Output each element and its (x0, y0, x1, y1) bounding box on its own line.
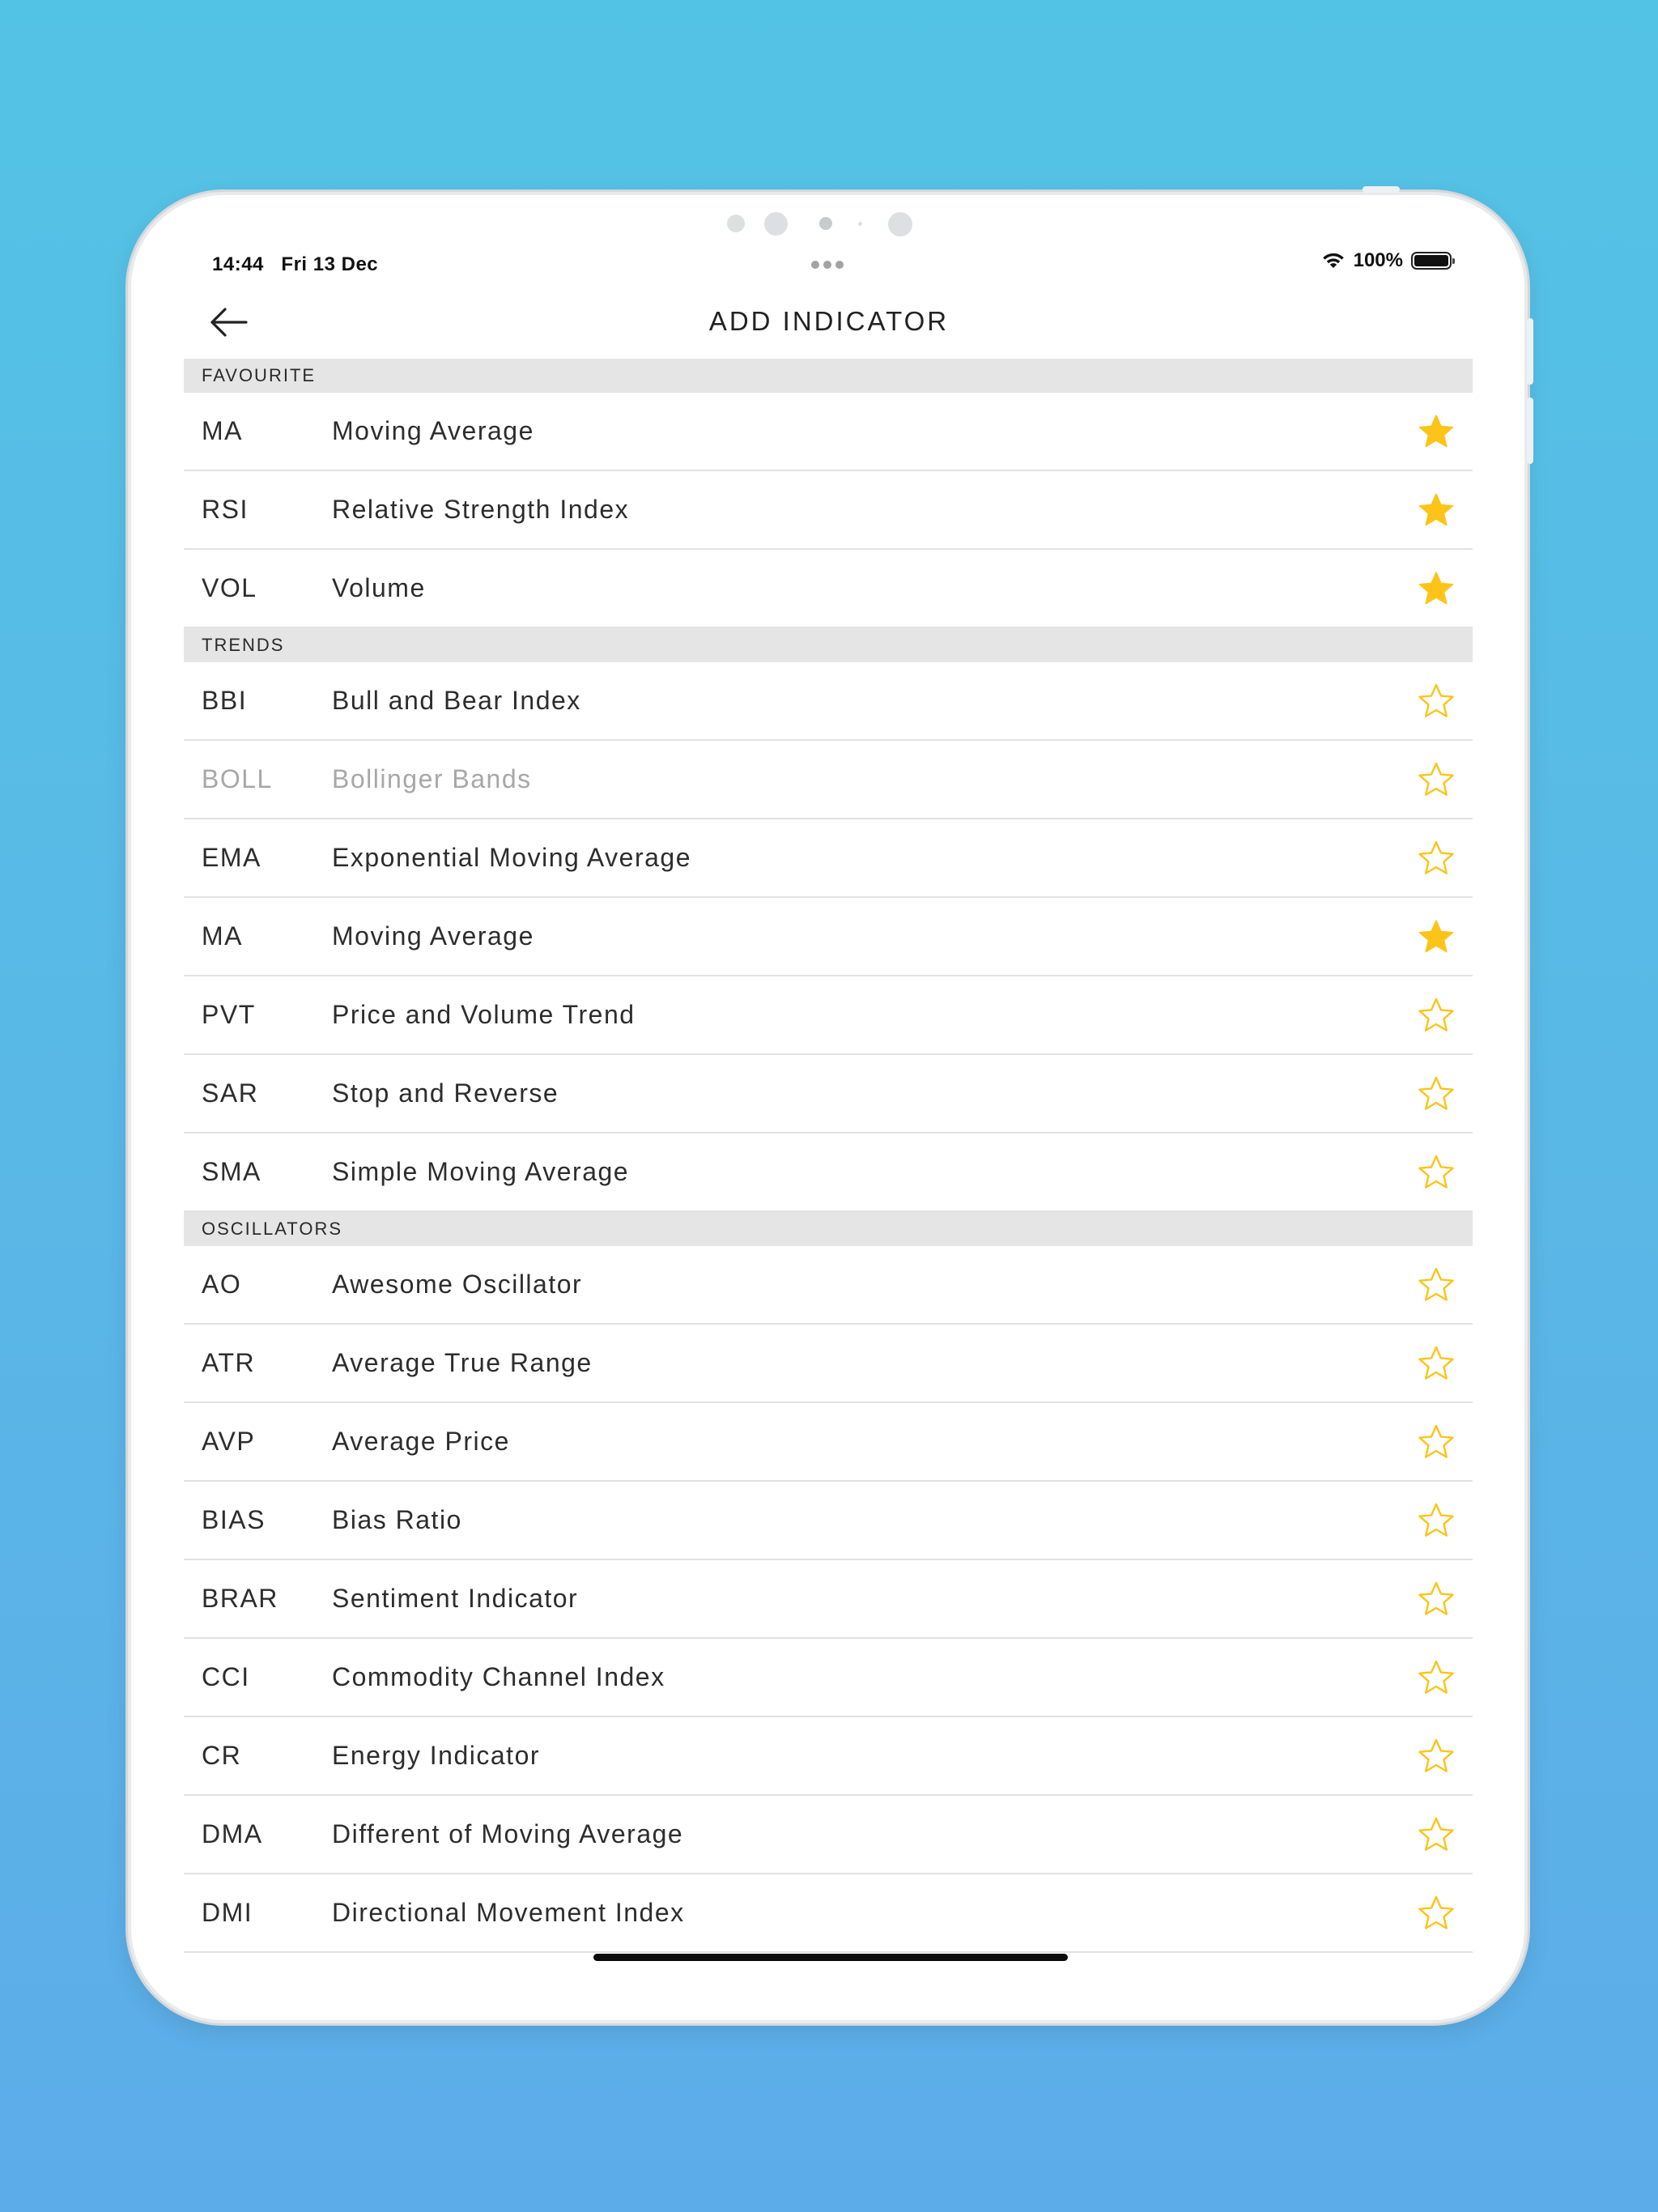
indicator-row-ema[interactable] (184, 819, 1473, 898)
indicator-name: Moving Average (332, 416, 534, 445)
section-header-oscillators: OSCILLATORS (184, 1212, 1473, 1246)
indicator-abbr: BOLL (202, 764, 273, 793)
sensor-dot (727, 215, 745, 232)
indicator-row-brar[interactable] (184, 1560, 1473, 1639)
indicator-name: Relative Strength Index (332, 495, 630, 524)
indicator-row-ma[interactable] (184, 898, 1473, 976)
star-filled-icon[interactable] (1418, 413, 1455, 450)
star-outline-icon[interactable] (1418, 1659, 1455, 1696)
indicator-abbr: RSI (202, 495, 249, 524)
indicator-row-atr[interactable] (184, 1325, 1473, 1403)
section-header-trends: TRENDS (184, 628, 1473, 662)
multitasking-dots-icon[interactable] (811, 261, 844, 269)
indicator-name: Different of Moving Average (332, 1819, 684, 1848)
page-title: ADD INDICATOR (708, 306, 950, 336)
indicator-row-bias[interactable] (184, 1482, 1473, 1560)
sensor-dot (888, 212, 912, 236)
sensor-dot (764, 212, 788, 236)
indicator-abbr: BRAR (202, 1584, 278, 1613)
star-outline-icon[interactable] (1418, 683, 1455, 720)
indicator-name: Commodity Channel Index (332, 1662, 665, 1691)
star-outline-icon[interactable] (1418, 1266, 1455, 1304)
sensor-dot (858, 222, 862, 226)
star-outline-icon[interactable] (1418, 840, 1455, 877)
star-outline-icon[interactable] (1418, 1895, 1455, 1932)
indicator-row-boll[interactable] (184, 741, 1473, 819)
indicator-abbr: BBI (202, 686, 248, 715)
indicator-list (184, 359, 1473, 1953)
star-filled-icon[interactable] (1418, 570, 1455, 607)
indicator-row-sar[interactable] (184, 1055, 1473, 1134)
indicator-abbr: BIAS (202, 1505, 266, 1534)
indicator-row-bbi[interactable] (184, 662, 1473, 741)
indicator-abbr: CR (202, 1741, 242, 1770)
indicator-name: Energy Indicator (332, 1741, 541, 1770)
indicator-row-dmi[interactable] (184, 1874, 1473, 1953)
indicator-abbr: VOL (202, 573, 257, 602)
star-outline-icon[interactable] (1418, 1345, 1455, 1382)
indicator-row-avp[interactable] (184, 1403, 1473, 1482)
indicator-name: Bollinger Bands (332, 764, 532, 793)
indicator-name: Sentiment Indicator (332, 1584, 579, 1613)
star-filled-icon[interactable] (1418, 918, 1455, 955)
indicator-abbr: EMA (202, 843, 261, 872)
status-date: Fri 13 Dec (281, 253, 379, 275)
star-outline-icon[interactable] (1418, 1816, 1455, 1853)
indicator-name: Average Price (332, 1427, 510, 1456)
indicator-name: Exponential Moving Average (332, 843, 692, 872)
star-filled-icon[interactable] (1418, 491, 1455, 529)
star-outline-icon[interactable] (1418, 1154, 1455, 1191)
indicator-row-rsi[interactable] (184, 471, 1473, 550)
indicator-name: Bull and Bear Index (332, 686, 581, 715)
battery-icon (1411, 252, 1452, 270)
indicator-name: Stop and Reverse (332, 1078, 559, 1108)
indicator-name: Moving Average (332, 921, 534, 951)
indicator-abbr: PVT (202, 1000, 256, 1029)
indicator-abbr: MA (202, 416, 243, 445)
indicator-abbr: AO (202, 1270, 242, 1299)
star-outline-icon[interactable] (1418, 1075, 1455, 1112)
indicator-row-cr[interactable] (184, 1717, 1473, 1796)
indicator-abbr: ATR (202, 1348, 256, 1377)
indicator-name: Price and Volume Trend (332, 1000, 636, 1029)
indicator-name: Directional Movement Index (332, 1898, 685, 1927)
star-outline-icon[interactable] (1418, 1502, 1455, 1539)
star-outline-icon[interactable] (1418, 1738, 1455, 1775)
home-indicator[interactable] (593, 1954, 1068, 1961)
status-time: 14:44 (212, 253, 264, 275)
indicator-row-ao[interactable] (184, 1246, 1473, 1325)
indicator-row-sma[interactable] (184, 1134, 1473, 1212)
indicator-abbr: AVP (202, 1427, 256, 1456)
wifi-icon (1321, 252, 1346, 270)
indicator-row-ma[interactable] (184, 393, 1473, 471)
indicator-name: Bias Ratio (332, 1505, 462, 1534)
battery-percent: 100% (1353, 249, 1403, 271)
indicator-abbr: CCI (202, 1662, 250, 1691)
indicator-row-pvt[interactable] (184, 976, 1473, 1055)
volume-down-button (1527, 398, 1533, 464)
status-indicators (1321, 249, 1452, 272)
top-button (1363, 186, 1400, 193)
star-outline-icon[interactable] (1418, 997, 1455, 1034)
camera-lens (819, 217, 832, 230)
indicator-abbr: SAR (202, 1078, 259, 1108)
indicator-name: Awesome Oscillator (332, 1270, 583, 1299)
indicator-name: Simple Moving Average (332, 1157, 630, 1186)
indicator-abbr: SMA (202, 1157, 261, 1186)
star-outline-icon[interactable] (1418, 1580, 1455, 1618)
indicator-row-vol[interactable] (184, 550, 1473, 628)
indicator-row-dma[interactable] (184, 1796, 1473, 1874)
indicator-abbr: DMI (202, 1898, 253, 1927)
status-time-date (212, 253, 378, 276)
indicator-abbr: MA (202, 921, 243, 951)
indicator-abbr: DMA (202, 1819, 263, 1848)
star-outline-icon[interactable] (1418, 761, 1455, 798)
indicator-row-cci[interactable] (184, 1639, 1473, 1717)
indicator-name: Average True Range (332, 1348, 593, 1377)
indicator-name: Volume (332, 573, 426, 602)
star-outline-icon[interactable] (1418, 1423, 1455, 1461)
section-header-favourite: FAVOURITE (184, 359, 1473, 393)
volume-up-button (1527, 318, 1533, 385)
